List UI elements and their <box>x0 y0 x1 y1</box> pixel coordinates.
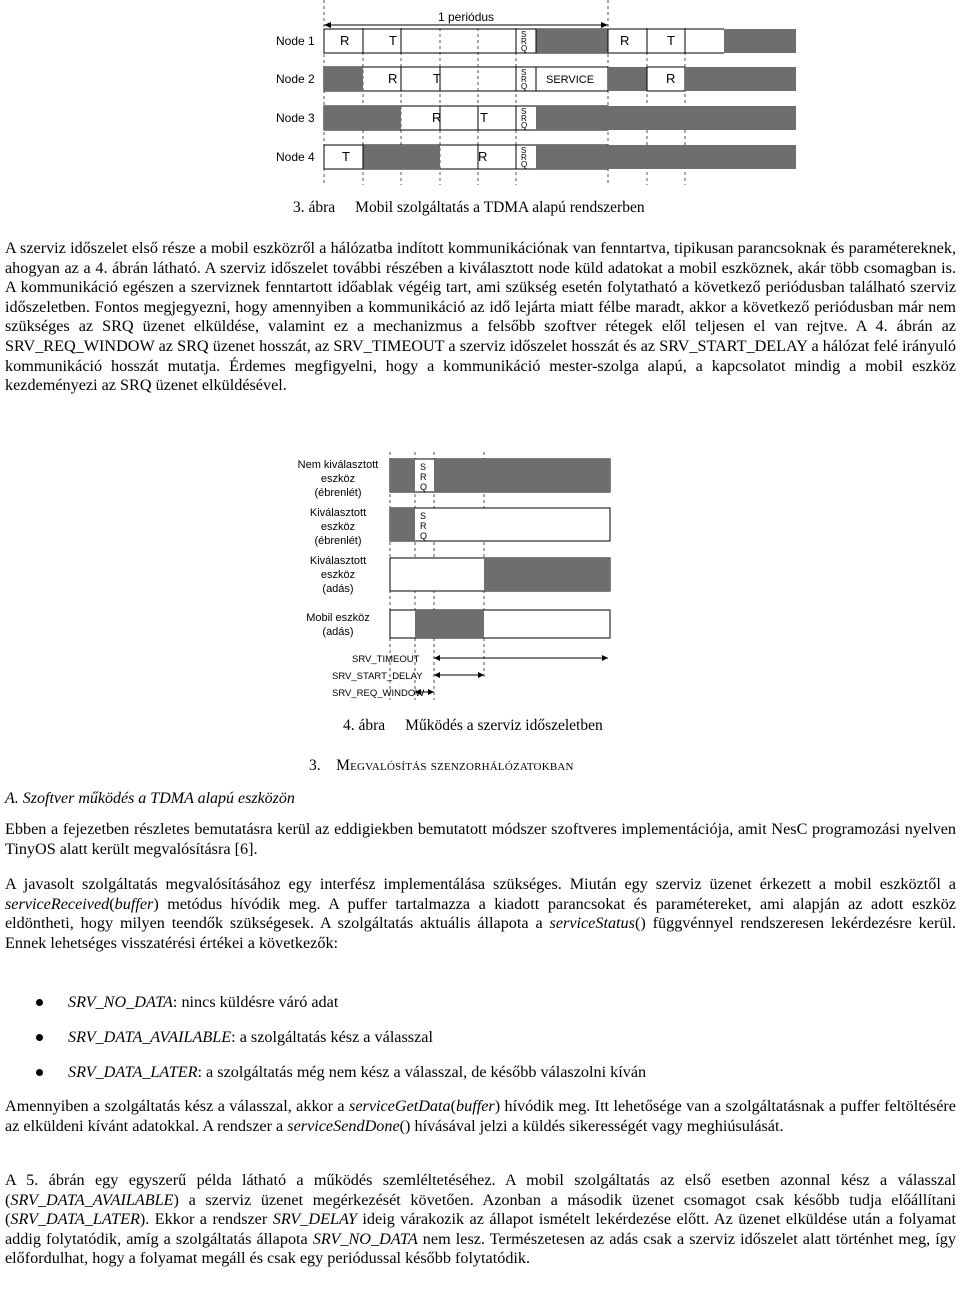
row-1-label-line-1: Nem kiválasztott <box>297 459 379 471</box>
p5-text-1: A 5. ábrán egy egyszerű példa látható a működés szemléltetéséhez. A mobil szolgáltatás az első esetben azonnal kész a válasszal ( <box>5 1171 956 1209</box>
slot-r: R <box>432 110 442 125</box>
row-4-label-line-2: (adás) <box>322 626 354 638</box>
srq-s: S <box>420 511 427 521</box>
p5-code-4: SRV_NO_DATA <box>312 1229 418 1248</box>
bullet-icon <box>36 999 43 1006</box>
bullet-icon <box>36 1069 43 1076</box>
p3-param-buffer: buffer <box>114 894 154 913</box>
slot-t: T <box>342 149 350 164</box>
slot-r: R <box>340 33 350 48</box>
row-2-label-line-1: Kiválasztott <box>309 507 367 519</box>
list-item-text: : nincs küldésre váró adat <box>172 993 339 1011</box>
p3-func-servicereceived: serviceReceived <box>5 894 110 913</box>
node-1-label: Node 1 <box>276 34 315 48</box>
paragraph-1: A szerviz időszelet első része a mobil eszközről a hálózatba indított kommunikációnak van fenntartva, tipikusan parancsoknak és paramétereknek, ahogyan az a 4. ábrán látható. A szerviz időszelet további részében a kiválasztott node küld adatokat a mobil eszköznek, akár több csomagban is. A kommunikáció egészen a szerviznek fenntartott időablak végéig tart, ami szükség esetén folytatható a következő periódusban található szerviz időszeletben. Fontos megjegyezni, hogy amennyiben a kommunikáció az idő lejárta miatt félbe maradt, akkor a következő periódusban már nem szükséges az SRQ üzenet elküldése, valamint ez a mechanizmus a felsőbb szoftver rétegek elől teljesen el van rejtve. A 4. ábrán az SRV_REQ_WINDOW az SRQ üzenet hosszát, az SRV_TIMEOUT a szerviz időszelet hosszát és az SRV_START_DELAY a hálózat felé irányuló kommunikáció hosszát mutatja. Érdemes megfigyelni, hogy a kommunikáció mester-szolga alapú, a kapcsolatot mindig a mobil eszköz kezdeményezi az SRQ üzenet elküldésével. <box>5 239 956 395</box>
paragraph-2: Ebben a fejezetben részletes bemutatásra kerül az eddigiekben bemutatott módszer szoftveres implementációja, amit NesC programozási nyelven TinyOS alatt került megvalósításra [6]. <box>5 820 956 858</box>
fig4-row-3 <box>390 558 610 591</box>
p4-func-servicegetdata: serviceGetData <box>349 1097 451 1115</box>
srv-start-delay-label: SRV_START_DELAY <box>332 671 423 682</box>
srq-q: Q <box>521 44 528 53</box>
period-label: 1 periódus <box>438 10 495 24</box>
srq-r: R <box>521 153 527 162</box>
bullet-icon <box>36 1034 43 1041</box>
row-2-label-line-3: (ébrenlét) <box>314 535 362 547</box>
list-item-text: : a szolgáltatás kész a válasszal <box>231 1028 433 1046</box>
list-item-code: SRV_NO_DATA <box>68 993 173 1011</box>
node-3-label: Node 3 <box>276 111 315 125</box>
srq-s: S <box>521 30 527 39</box>
srq-r: R <box>420 472 427 482</box>
subsection-heading: A. Szoftver működés a TDMA alapú eszközön <box>5 790 295 807</box>
node-4-label: Node 4 <box>276 150 315 164</box>
slot-t: T <box>389 33 397 48</box>
list-item-code: SRV_DATA_LATER <box>68 1063 198 1081</box>
figure-4-label: 4. ábra <box>343 717 386 734</box>
p5-code-2: SRV_DATA_LATER <box>10 1210 140 1229</box>
srq-s: S <box>420 462 427 472</box>
p5-text-4: ideig várakozik az állapot ismételt lekérdezése előtt. Az üzenet elküldése után a folyamat addig folytatódik, amíg a szolgáltatás állapota <box>5 1210 956 1248</box>
node-2-label: Node 2 <box>276 72 315 86</box>
slot-t: T <box>480 110 488 125</box>
p3-func-servicestatus: serviceStatus <box>549 914 635 933</box>
p4-param-buffer: buffer <box>456 1097 495 1115</box>
p4-text-3: ) hívódik meg. Itt lehetősége van a szolgáltatásnak a puffer feltöltésére az elküldeni kívánt adatokkal. A rendszer a <box>5 1097 956 1135</box>
slot-r: R <box>478 149 488 164</box>
figure-4-caption-text: Működés a szerviz időszeletben <box>405 717 603 734</box>
section-heading <box>309 757 574 775</box>
row-3-label-line-3: (adás) <box>322 583 354 595</box>
figure-3-caption-text: Mobil szolgáltatás a TDMA alapú rendszerben <box>355 199 645 216</box>
section-title: Megvalósítás szenzorhálózatokban <box>336 757 574 774</box>
srq-r: R <box>521 37 527 46</box>
srq-q: Q <box>420 482 428 492</box>
paragraph-5 <box>5 1171 956 1269</box>
row-1-label-line-2: eszköz <box>320 473 356 485</box>
slot-r: R <box>666 71 676 86</box>
p4-text-2: ( <box>450 1097 457 1115</box>
row-4-label-line-1: Mobil eszköz <box>306 612 370 624</box>
row-3-label-line-2: eszköz <box>320 569 356 581</box>
p4-text-4: () hívásával jelzi a küldés sikerességét vagy meghiúsulását. <box>399 1116 784 1135</box>
row-1-label-line-3: (ébrenlét) <box>314 487 362 499</box>
paragraph-4 <box>5 1097 956 1136</box>
p5-code-3: SRV_DELAY <box>272 1210 357 1229</box>
p3-text-3: ) metódus hívódik meg. A puffer tartalmazza a kiadott parancsokat és paramétereket, ami alapján az adott eszköz eldöntheti, hogy milyen teendők szükségesek. A szolgáltatás aktuális állapota a <box>5 894 956 933</box>
fig4-row-2 <box>390 508 610 541</box>
srq-s: S <box>521 107 527 116</box>
p5-code-1: SRV_DATA_AVAILABLE <box>10 1190 174 1209</box>
p3-text-2: ( <box>109 894 115 913</box>
slot-t: T <box>667 33 675 48</box>
srq-r: R <box>521 114 527 123</box>
p4-func-servicesenddone: serviceSendDone <box>287 1116 400 1135</box>
srq-q: Q <box>521 160 528 169</box>
fig4-row-4 <box>390 610 610 638</box>
p5-text-3: ). Ekkor a rendszer <box>139 1210 273 1229</box>
figure-4-caption <box>343 717 603 735</box>
section-number: 3. <box>309 757 321 774</box>
srq-q: Q <box>420 531 428 541</box>
row-2-label-line-2: eszköz <box>320 521 356 533</box>
slot-r: R <box>620 33 630 48</box>
srq-q: Q <box>521 82 528 91</box>
list-item-text: : a szolgáltatás még nem kész a válasszal, de később válaszolni kíván <box>197 1063 647 1081</box>
service-label: SERVICE <box>546 74 595 86</box>
srq-q: Q <box>521 121 528 130</box>
row-3-label-line-1: Kiválasztott <box>309 555 367 567</box>
p5-text-5: nem lesz. Természetesen az adás csak a szerviz időszelet alatt történhet meg, így előfordulhat, hogy a folyamat megáll és csak egy periódussal később folytatódik. <box>5 1229 956 1268</box>
fig4-row-1 <box>390 459 610 492</box>
p4-text-1: Amennyiben a szolgáltatás kész a válasszal, akkor a <box>5 1097 350 1115</box>
slot-t: T <box>433 71 441 86</box>
figure-3-label: 3. ábra <box>293 199 336 216</box>
srv-timeout-label: SRV_TIMEOUT <box>352 654 420 665</box>
p3-text-1: A javasolt szolgáltatás megvalósításához egy interfész implementálása szükséges. Miután egy szerviz üzenet érkezett a mobil eszköztől a <box>5 875 956 893</box>
list-item-code: SRV_DATA_AVAILABLE <box>68 1028 232 1046</box>
srv-req-window-label: SRV_REQ_WINDOW <box>332 688 425 699</box>
srq-s: S <box>521 146 527 155</box>
srq-r: R <box>420 521 427 531</box>
paragraph-3 <box>5 875 956 953</box>
srq-r: R <box>521 75 527 84</box>
srq-s: S <box>521 68 527 77</box>
slot-r: R <box>388 71 398 86</box>
p5-text-2: ) a szerviz üzenet megérkezését követően. Azonban a második üzenet csomagot csak később tudja előállítani ( <box>5 1190 956 1229</box>
p3-text-4: () függvénnyel rendszeresen lekérdezésre kerül. Ennek lehetséges visszatérési értékei a következők: <box>5 914 956 952</box>
